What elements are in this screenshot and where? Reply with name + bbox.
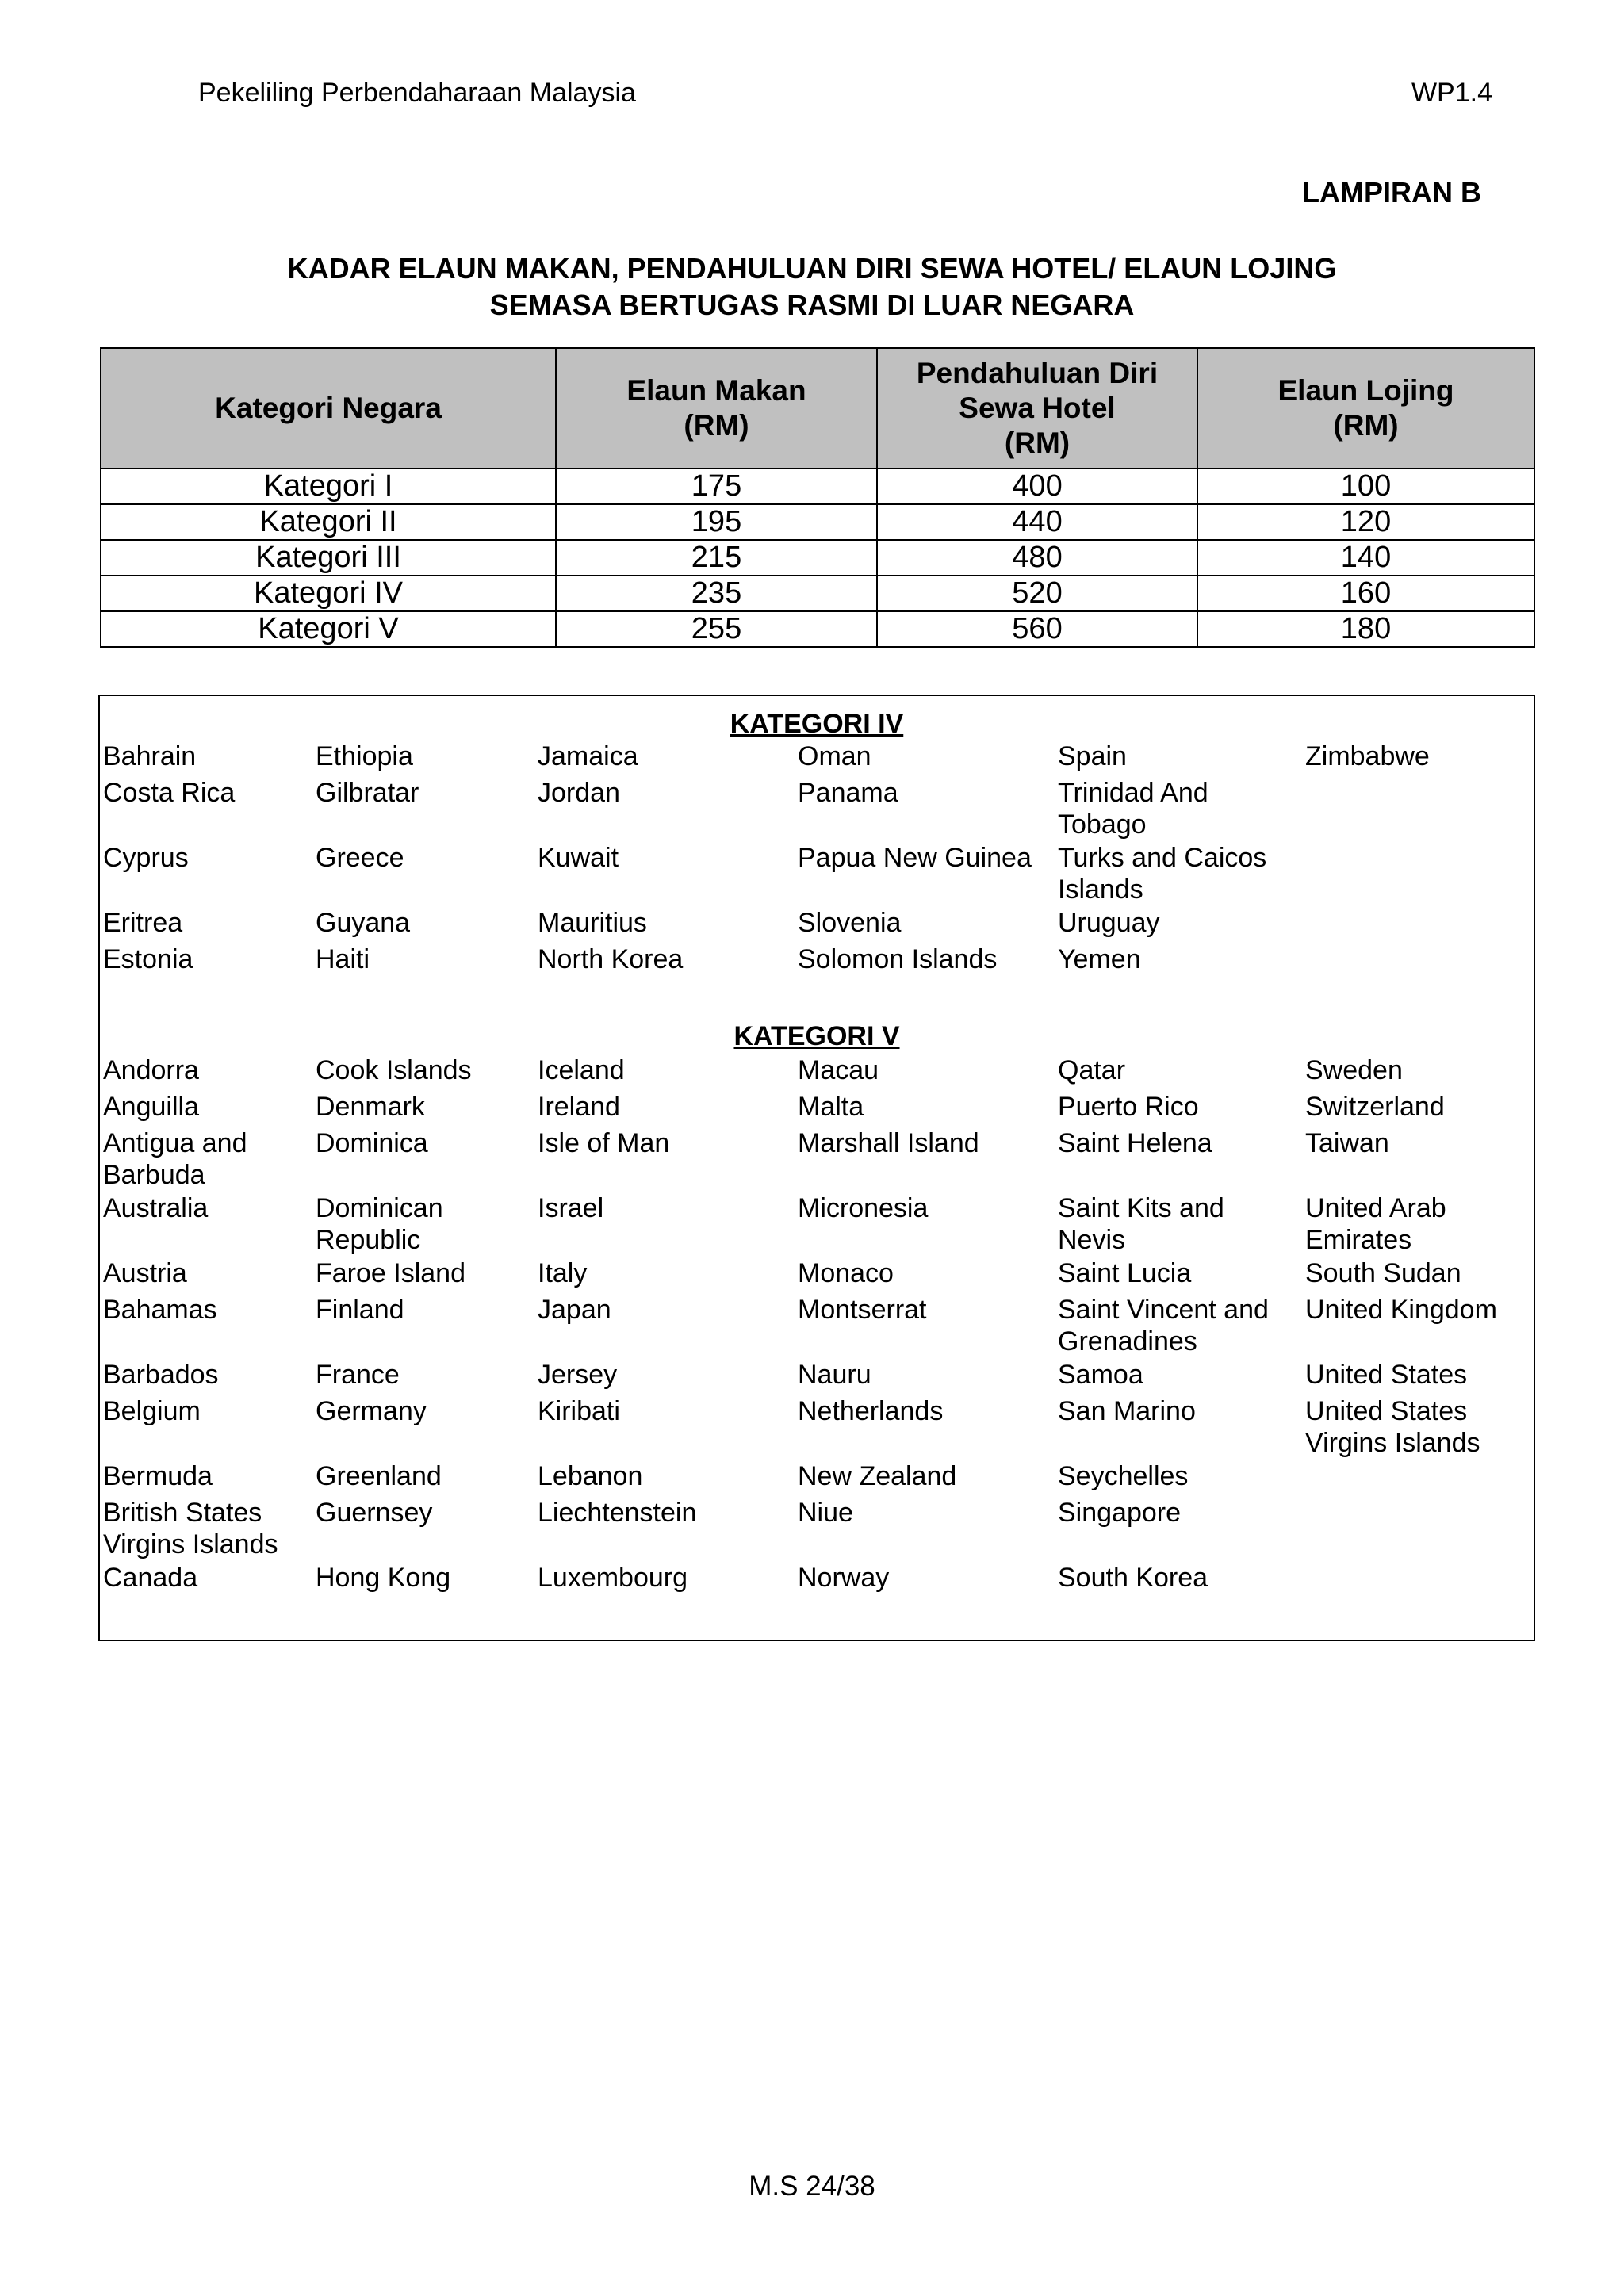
country-name: Solomon Islands [798,944,998,974]
country-name: San Marino [1058,1396,1196,1426]
country-name: Australia [103,1193,209,1223]
kategori-v-title: KATEGORI V [733,1021,900,1051]
header-text: Elaun Makan [626,374,806,407]
country-name: Austria [103,1258,187,1288]
country-name: Taiwan [1305,1128,1389,1158]
country-name: Isle of Man [538,1128,670,1158]
title-line-2: SEMASA BERTUGAS RASMI DI LUAR NEGARA [489,289,1135,321]
table-cell: 140 [1197,540,1534,576]
country-name: Faroe Island [316,1258,465,1288]
country-name: Sweden [1305,1055,1403,1085]
table-cell: 160 [1197,576,1534,611]
country-name: Trinidad And Tobago [1058,778,1208,840]
header-text: Elaun Lojing [1277,374,1454,407]
table-cell: 520 [877,576,1197,611]
country-name: Belgium [103,1396,201,1426]
country-name: United Kingdom [1305,1295,1497,1325]
country-name: Finland [316,1295,404,1325]
table-row [101,576,1534,611]
header-text: (RM) [1333,409,1399,442]
table-cell: 560 [877,611,1197,647]
header-text: Sewa Hotel [959,392,1116,424]
table-cell: 100 [1197,469,1534,504]
table-cell: 255 [556,611,877,647]
table-cell: 480 [877,540,1197,576]
country-name: Panama [798,778,898,808]
country-name: Nauru [798,1360,871,1390]
country-name: Hong Kong [316,1563,451,1593]
country-name: Kuwait [538,843,619,873]
country-name: Italy [538,1258,588,1288]
country-name: Uruguay [1058,908,1160,938]
header-text: Kategori Negara [215,392,442,424]
country-name: Estonia [103,944,193,974]
table-cell: Kategori IV [101,576,556,611]
country-name: Denmark [316,1092,425,1122]
country-name: Slovenia [798,908,902,938]
country-name: New Zealand [798,1461,957,1491]
country-name: Antigua and Barbuda [103,1128,247,1190]
country-name: Japan [538,1295,611,1325]
table-cell: 235 [556,576,877,611]
country-name: Switzerland [1305,1092,1445,1122]
country-name: Guernsey [316,1498,433,1528]
table-cell: Kategori II [101,504,556,540]
country-name: South Korea [1058,1563,1208,1593]
country-name: Montserrat [798,1295,927,1325]
country-name: Bahamas [103,1295,217,1325]
country-name: Gilbratar [316,778,419,808]
document-title [0,251,1624,323]
table-row [101,540,1534,576]
country-name: Niue [798,1498,853,1528]
country-name: Andorra [103,1055,199,1085]
country-name: Papua New Guinea [798,843,1032,873]
table-cell: 215 [556,540,877,576]
country-name: Puerto Rico [1058,1092,1199,1122]
country-name: Kiribati [538,1396,620,1426]
header-text: (RM) [684,409,749,442]
country-name: Greece [316,843,404,873]
kategori-iv-title: KATEGORI IV [730,709,904,739]
title-line-1: KADAR ELAUN MAKAN, PENDAHULUAN DIRI SEWA HOTEL/ ELAUN LOJING [287,252,1337,285]
country-name: Jordan [538,778,620,808]
country-name: Oman [798,741,871,771]
country-name: Jersey [538,1360,618,1390]
header-elaun-makan [556,348,877,469]
country-name: Seychelles [1058,1461,1189,1491]
country-name: Saint Kits and Nevis [1058,1193,1224,1255]
country-name: France [316,1360,400,1390]
table-cell: 195 [556,504,877,540]
header-text: Pendahuluan Diri [916,357,1159,389]
table-cell: Kategori I [101,469,556,504]
country-name: Marshall Island [798,1128,979,1158]
country-name: Yemen [1058,944,1141,974]
country-name: Turks and Caicos Islands [1058,843,1267,905]
country-name: Dominican Republic [316,1193,443,1255]
table-cell: 175 [556,469,877,504]
header-text: (RM) [1004,427,1071,459]
table-row [101,504,1534,540]
country-name: United Arab Emirates [1305,1193,1446,1255]
country-name: Germany [316,1396,427,1426]
country-name: Ethiopia [316,741,413,771]
country-name: Jamaica [538,741,638,771]
country-name: Saint Vincent and Grenadines [1058,1295,1269,1357]
table-cell: 180 [1197,611,1534,647]
country-name: Spain [1058,741,1127,771]
country-name: Norway [798,1563,890,1593]
country-name: British States Virgins Islands [103,1498,278,1559]
country-name: South Sudan [1305,1258,1461,1288]
country-name: North Korea [538,944,684,974]
country-name: Cyprus [103,843,189,873]
country-name: Haiti [316,944,370,974]
country-name: Cook Islands [316,1055,472,1085]
country-name: Saint Lucia [1058,1258,1192,1288]
country-name: Macau [798,1055,879,1085]
country-name: Eritrea [103,908,183,938]
country-name: United States [1305,1360,1468,1390]
table-row [101,611,1534,647]
table-cell: 400 [877,469,1197,504]
country-name: Dominica [316,1128,428,1158]
country-name: Malta [798,1092,864,1122]
country-name: Barbados [103,1360,219,1390]
table-row [101,469,1534,504]
document-header-right: WP1.4 [1411,78,1492,108]
country-name: Anguilla [103,1092,199,1122]
document-header-left: Pekeliling Perbendaharaan Malaysia [198,78,636,108]
table-cell: Kategori V [101,611,556,647]
table-cell: 120 [1197,504,1534,540]
country-name: Costa Rica [103,778,236,808]
country-name: Greenland [316,1461,442,1491]
country-name: Saint Helena [1058,1128,1212,1158]
rates-header-row [101,348,1534,469]
country-name: Ireland [538,1092,620,1122]
country-name: Bahrain [103,741,197,771]
page-number: M.S 24/38 [749,2171,875,2202]
table-cell: 440 [877,504,1197,540]
lampiran-label: LAMPIRAN B [1302,176,1481,209]
country-name: Mauritius [538,908,647,938]
rates-table [100,347,1535,648]
country-name: Canada [103,1563,198,1593]
country-name: Bermuda [103,1461,213,1491]
country-name: Israel [538,1193,604,1223]
country-name: Micronesia [798,1193,929,1223]
country-name: Guyana [316,908,411,938]
country-name: Qatar [1058,1055,1126,1085]
country-name: Netherlands [798,1396,944,1426]
country-name: Monaco [798,1258,894,1288]
header-pendahuluan-diri [877,348,1197,469]
country-list-box [98,695,1535,1641]
table-cell: Kategori III [101,540,556,576]
country-name: Samoa [1058,1360,1143,1390]
header-elaun-lojing [1197,348,1534,469]
country-name: Zimbabwe [1305,741,1430,771]
country-name: Liechtenstein [538,1498,697,1528]
country-name: Lebanon [538,1461,643,1491]
country-name: United States Virgins Islands [1305,1396,1480,1458]
country-name: Iceland [538,1055,625,1085]
header-kategori-negara [101,348,556,469]
country-name: Singapore [1058,1498,1182,1528]
country-name: Luxembourg [538,1563,688,1593]
